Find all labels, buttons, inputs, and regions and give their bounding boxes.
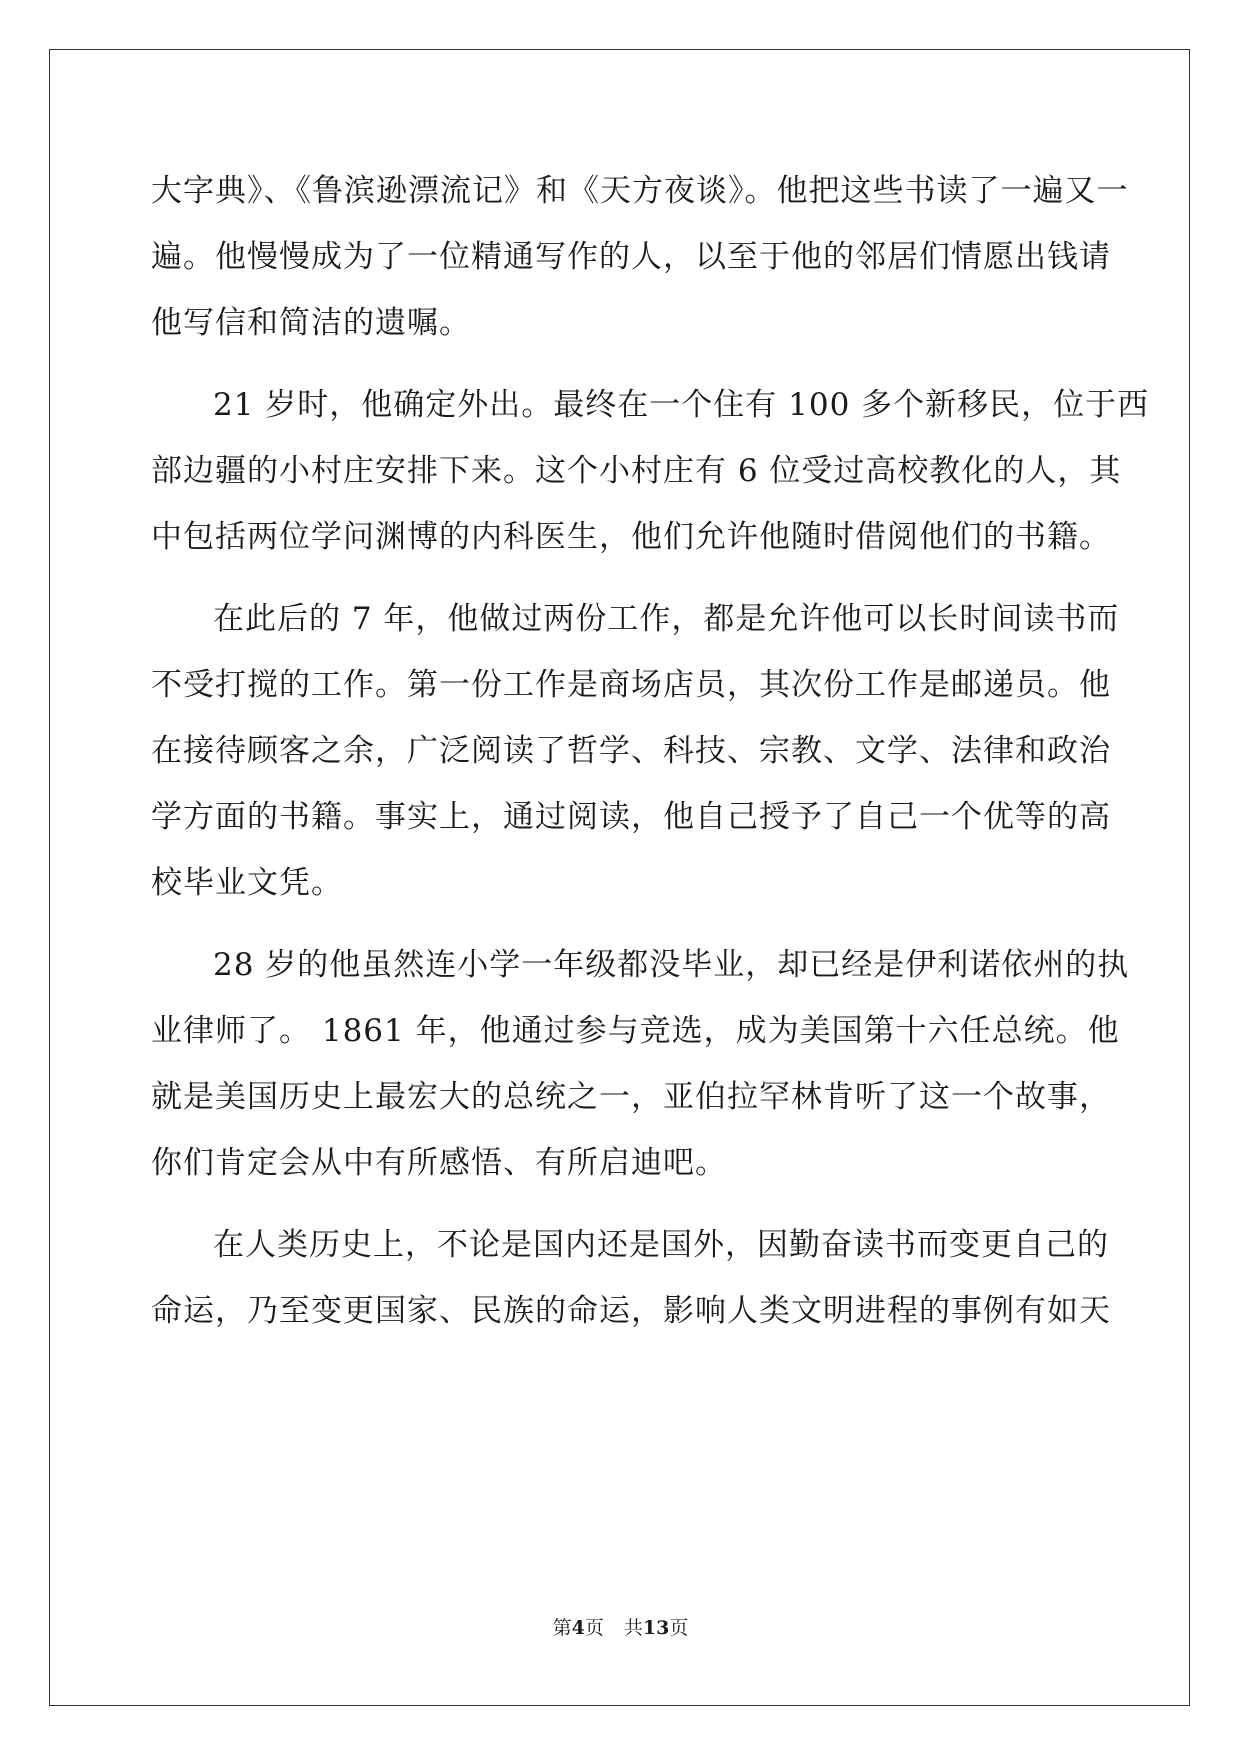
paragraph: [151, 586, 1120, 916]
current-page-number: 4: [571, 1617, 585, 1639]
text-line: 命运，乃至变更国家、民族的命运，影响人类文明进程的事例有如天: [151, 1293, 1111, 1329]
text-line: 大字典》、《鲁滨逊漂流记》和《天方夜谈》。他把这些书读了一遍又一: [151, 173, 1129, 209]
paragraph: [151, 932, 1130, 1196]
text-line: 28 岁的他虽然连小学一年级都没毕业，却已经是伊利诺依州的执: [213, 947, 1130, 983]
document-body: [151, 158, 1150, 1344]
text-line: 中包括两位学问渊博的内科医生，他们允许他随时借阅他们的书籍。: [151, 519, 1111, 555]
text-line: 他写信和简洁的遗嘱。: [151, 305, 471, 341]
paragraph: [151, 372, 1150, 570]
text-line: 不受打搅的工作。第一份工作是商场店员，其次份工作是邮递员。他: [151, 667, 1111, 703]
text-line: 在接待顾客之余，广泛阅读了哲学、科技、宗教、文学、法律和政治: [151, 733, 1111, 769]
total-page-number: 13: [642, 1617, 670, 1639]
text-line: 部边疆的小村庄安排下来。这个小村庄有 6 位受过高校教化的人，其: [151, 453, 1122, 489]
text-line: 业律师了。 1861 年，他通过参与竞选，成为美国第十六任总统。他: [151, 1013, 1120, 1049]
text-line: 校毕业文凭。: [151, 865, 343, 901]
text-line: 遍。他慢慢成为了一位精通写作的人，以至于他的邻居们情愿出钱请: [151, 239, 1111, 275]
page-footer: [0, 1616, 1241, 1640]
text-line: 学方面的书籍。事实上，通过阅读，他自己授予了自己一个优等的高: [151, 799, 1111, 835]
text-line: 你们肯定会从中有所感悟、有所启迪吧。: [151, 1145, 727, 1181]
footer-prefix: 第: [552, 1617, 572, 1639]
footer-total-suffix: 页: [669, 1617, 689, 1639]
footer-page-suffix: 页: [584, 1617, 604, 1639]
footer-total-prefix: 共: [623, 1617, 643, 1639]
text-line: 就是美国历史上最宏大的总统之一，亚伯拉罕林肯听了这一个故事，: [151, 1079, 1111, 1115]
text-line: 在人类历史上，不论是国内还是国外，因勤奋读书而变更自己的: [213, 1227, 1109, 1263]
paragraph: [151, 1212, 1111, 1344]
paragraph: [151, 158, 1129, 356]
text-line: 在此后的 7 年，他做过两份工作，都是允许他可以长时间读书而: [213, 601, 1120, 637]
text-line: 21 岁时，他确定外出。最终在一个住有 100 多个新移民，位于西: [213, 387, 1150, 423]
